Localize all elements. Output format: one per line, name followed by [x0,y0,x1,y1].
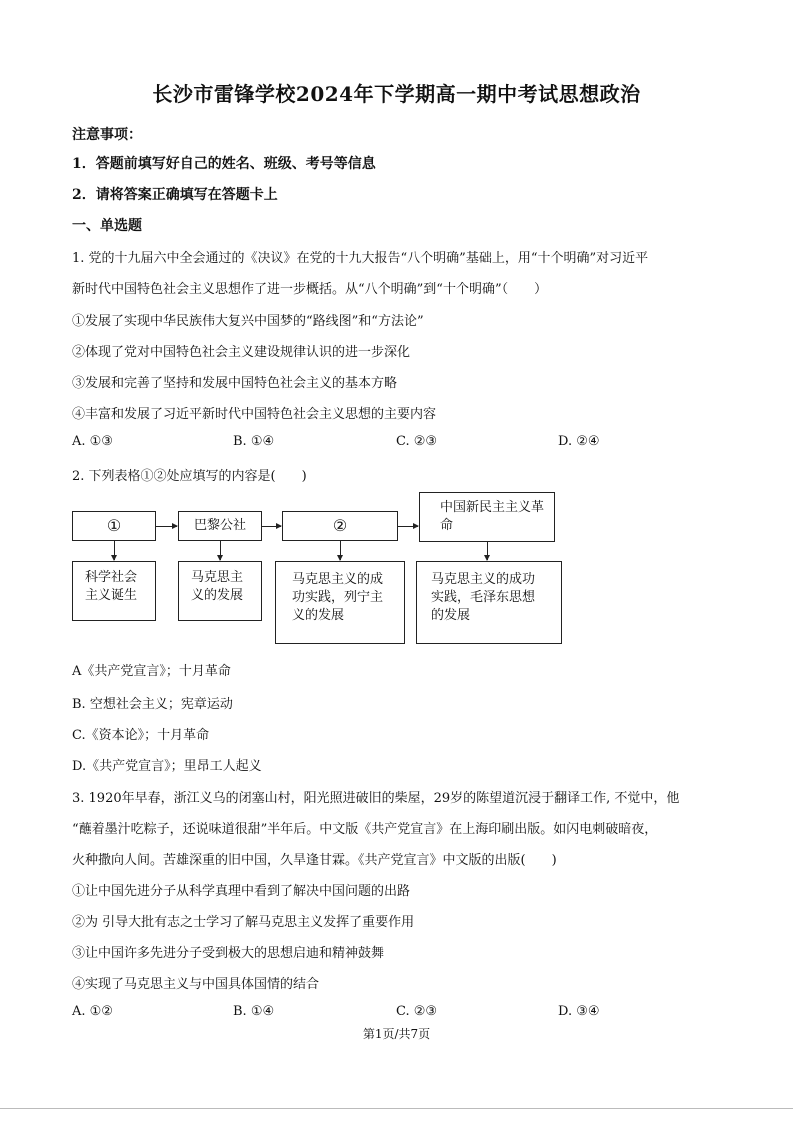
diagram-arrow-1-2 [156,526,177,527]
q1-statement-3: ③发展和完善了坚持和发展中国特色社会主义的基本方略 [72,376,398,391]
q3-stem-line3: 火种撒向人间。苦雄深重的旧中国，久旱逢甘霖。《共产党宣言》中文版的出版( ) [72,853,557,868]
diagram-arrow-3-4 [398,526,418,527]
q1-stem-line2: 新时代中国特色社会主义思想作了进一步概括。从“八个明确”到“十个明确”（ ） [72,282,548,297]
q1-stem-line1: 1. 党的十九届六中全会通过的《决议》在党的十九大报告“八个明确”基础上，用“十个明确”对习近平 [72,251,649,266]
notice-heading: 注意事项： [72,127,142,143]
q3-stem-line1: 3. 1920年早春，浙江义乌的闭塞山村，阳光照进破旧的柴屋，29岁的陈望道沉浸于翻译工作, 不觉中，他 [72,791,680,806]
q3-option-b[interactable]: B. ①④ [233,1004,275,1019]
diagram-arrow-2-6 [220,541,221,560]
q3-option-a[interactable]: A. ①② [72,1004,113,1019]
diagram-arrow-4-8 [487,542,488,560]
q3-stem-line2: “蘸着墨汁吃粽子，还说味道很甜”半年后。中文版《共产党宣言》在上海印刷出版。如闪电刺破暗夜， [72,822,658,837]
diagram-box-5: 科学社会主义诞生 [72,561,156,621]
q1-option-b[interactable]: B. ①④ [233,434,275,449]
notice-item-2: 2．请将答案正确填写在答题卡上 [72,187,278,203]
q2-option-d[interactable]: D.《共产党宣言》；里昂工人起义 [72,759,262,774]
diagram-box-8: 马克思主义的成功实践，毛泽东思想的发展 [416,561,562,644]
q3-statement-2: ②为 引导大批有志之士学习了解马克思主义发挥了重要作用 [72,915,415,930]
diagram-box-6: 马克思主义的发展 [178,561,262,621]
diagram-arrow-1-5 [114,541,115,560]
bottom-divider [0,1108,793,1109]
diagram-box-3: ② [282,511,398,541]
q2-option-c[interactable]: C.《资本论》；十月革命 [72,728,210,743]
diagram-box-1: ① [72,511,156,541]
diagram-arrow-3-7 [340,541,341,560]
page-footer: 第1页/共7页 [362,1027,431,1041]
q3-option-c[interactable]: C. ②③ [396,1004,438,1019]
q2-option-a[interactable]: A《共产党宣言》；十月革命 [72,664,231,679]
diagram-box-7: 马克思主义的成功实践，列宁主义的发展 [275,561,405,644]
q2-stem: 2. 下列表格①②处应填写的内容是( ) [72,469,307,484]
q1-option-d[interactable]: D. ②④ [558,434,600,449]
q3-statement-1: ①让中国先进分子从科学真理中看到了解决中国问题的出路 [72,884,411,899]
notice-item-1: 1．答题前填写好自己的姓名、班级、考号等信息 [72,156,376,172]
q1-statement-2: ②体现了党对中国特色社会主义建设规律认识的进一步深化 [72,345,411,360]
q1-statement-4: ④丰富和发展了习近平新时代中国特色社会主义思想的主要内容 [72,407,437,422]
q2-option-b[interactable]: B. 空想社会主义；宪章运动 [72,697,233,712]
q1-statement-1: ①发展了实现中华民族伟大复兴中国梦的“路线图”和“方法论” [72,314,424,329]
q1-option-c[interactable]: C. ②③ [396,434,438,449]
section-heading: 一、单选题 [72,218,142,234]
diagram-box-2: 巴黎公社 [178,511,262,541]
q3-statement-3: ③让中国许多先进分子受到极大的思想启迪和精神鼓舞 [72,946,385,961]
q3-statement-4: ④实现了马克思主义与中国具体国情的结合 [72,977,320,992]
page-title: 长沙市雷锋学校2024年下学期高一期中考试思想政治 [152,82,641,106]
diagram-arrow-2-3 [262,526,281,527]
q1-option-a[interactable]: A. ①③ [72,434,113,449]
q3-option-d[interactable]: D. ③④ [558,1004,600,1019]
diagram-box-4: 中国新民主主义革命 [419,492,555,542]
